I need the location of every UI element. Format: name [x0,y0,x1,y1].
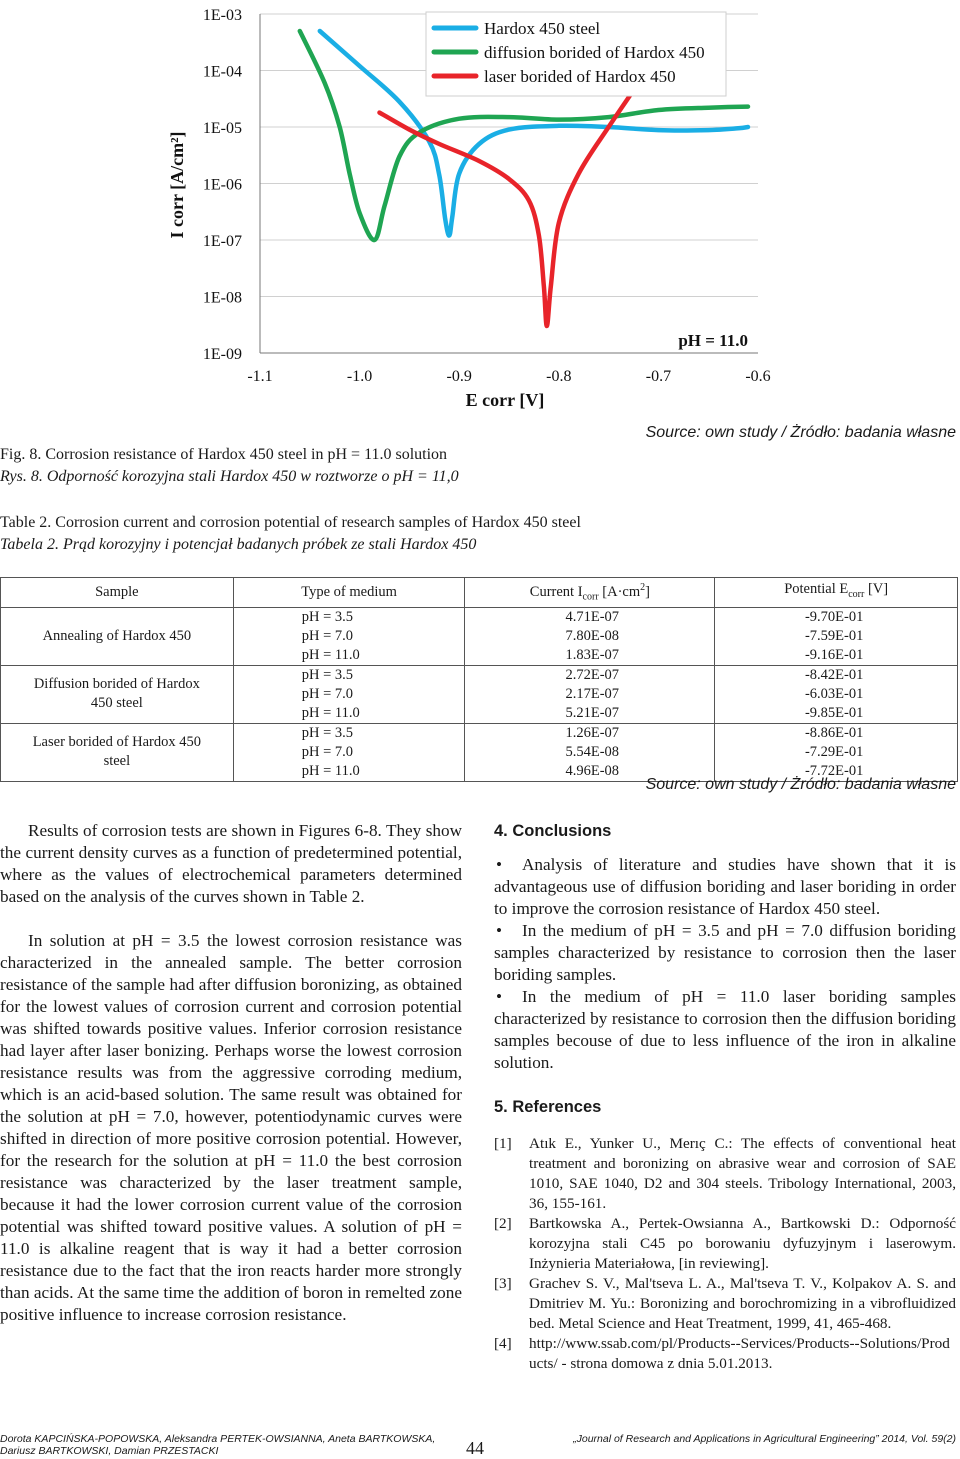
reference-item: [3] Grachev S. V., Mal'tseva L. A., Mal'tseva T. V., Kolpakov A. S. and Dmitriev M. Yu.: Boronizing and borochromizing in a vibrofluidized bed. Metal Science and Heat Treatment, 1999, 41, 465-468. [494,1275,956,1332]
reference-item: [4] http://www.ssab.com/pl/Products--Services/Products--Solutions/Products/ - strona domowa z dnia 5.01.2013. [494,1335,950,1372]
medium-cell: pH = 11.0 [233,762,465,782]
sample-cell: Diffusion borided of Hardox 450 steel [1,665,234,723]
x-tick-label: -0.9 [446,368,472,385]
current-cell: 5.21E-07 [465,704,715,724]
figure-caption-pl: Rys. 8. Odporność korozyjna stali Hardox 450 w roztworze o pH = 11,0 [0,468,459,485]
current-cell: 2.72E-07 [465,665,715,685]
y-tick-label: 1E-06 [202,176,242,194]
medium-cell: pH = 7.0 [233,685,465,704]
footer-journal: „Journal of Research and Applications in Agricultural Engineering” 2014, Vol. 59(2) [573,1433,956,1445]
x-tick-label: -0.6 [745,368,771,385]
potential-cell: -6.03E-01 [715,685,958,704]
potential-cell: -7.72E-01 [715,762,958,782]
y-tick-label: 1E-09 [202,346,242,363]
current-cell: 1.83E-07 [465,646,715,666]
header-medium: Type of medium [233,578,465,608]
table-header-row [1,578,958,608]
medium-cell: pH = 11.0 [233,704,465,724]
x-tick-label: -0.8 [546,368,572,385]
y-tick-label: 1E-07 [202,233,242,250]
table-row [1,723,958,743]
reference-item: [1] Atık E., Yunker U., Merıç C.: The effects of conventional heat treatment and boronizing on abrasive wear and corrosion of SAE 1010, SAE 1040, D2 and 304 steels. Tribology International, 2003, 36, 155-161. [494,1135,956,1212]
figure-source: Source: own study / Żródło: badania własne [645,424,956,441]
results-paragraph-2: In solution at pH = 3.5 the lowest corrosion resistance was characterized in the annealed sample. The better corrosion resistance of the sample had after diffusion boronizing, as obtained for the lowest values of corrosion current and corrosion potential was shifted towards positive values. Inferior corrosion resistance had layer after laser bonizing. Perhaps worse the lowest corrosion resistance results was from the aggressive corroding medium, which is an acid-based solution. The same result was obtained for the solution at pH = 7.0, however, potentiodynamic curves were shifted in direction of more positive corrosion potential. However, for the research for the solution at pH = 11.0 the best corrosion resistance was characterized by the laser treatment sample, because it had the lower corrosion current value of the corrosion potential was shifted toward positive values. A solution of pH = 11.0 is alkaline reagent that is way it had a better corrosion resistance due to the fact that the iron reacts harder more strongly than acids. At the same time the addition of boron in remelted zone positive influence to increase corrosion resistance. [0,931,462,1324]
ph-annotation: pH = 11.0 [678,331,748,350]
table-row [1,607,958,627]
y-axis-label: I corr [A/cm²] [167,131,187,239]
y-tick-label: 1E-08 [202,289,242,307]
y-tick-label: 1E-04 [202,63,242,81]
chart-legend [426,12,726,96]
x-tick-label: -0.7 [645,368,672,385]
table-caption-pl: Tabela 2. Prąd korozyjny i potencjał badanych próbek ze stali Hardox 450 [0,536,477,553]
references-heading: 5. References [494,1098,602,1116]
potential-cell: -9.85E-01 [715,704,958,724]
reference-item: [2] Bartkowska A., Pertek-Owsianna A., Bartkowski D.: Odporność korozyjna stali C45 po borowaniu dyfuzyjnym i laserowym. Inżynieria Materiałowa, [in reviewing]. [494,1215,956,1272]
legend-entry: laser borided of Hardox 450 [484,67,676,86]
sample-cell: Annealing of Hardox 450 [1,607,234,665]
sample-cell: Laser borided of Hardox 450 steel [1,723,234,781]
potential-cell: -8.86E-01 [715,723,958,743]
medium-cell: pH = 3.5 [233,607,465,627]
potential-cell: -9.16E-01 [715,646,958,666]
medium-cell: pH = 11.0 [233,646,465,666]
x-tick-label: -1.0 [346,368,373,385]
potential-cell: -7.59E-01 [715,627,958,646]
x-tick-label: -1.1 [247,368,273,385]
header-sample: Sample [1,578,234,608]
medium-cell: pH = 7.0 [233,627,465,646]
footer-authors: Dorota KAPCIŃSKA-POPOWSKA, Aleksandra PERTEK-OWSIANNA, Aneta BARTKOWSKA, Dariusz BARTKOWSKI, Damian PRZESTACKI [0,1433,436,1457]
current-cell: 4.96E-08 [465,762,715,782]
results-table [0,577,958,782]
potential-cell: -7.29E-01 [715,743,958,762]
current-cell: 1.26E-07 [465,723,715,743]
table-row [1,665,958,685]
x-axis-label: E corr [V] [465,390,545,410]
current-cell: 7.80E-08 [465,627,715,646]
potential-cell: -8.42E-01 [715,665,958,685]
x-tick-labels [247,368,770,385]
current-cell: 5.54E-08 [465,743,715,762]
conclusion-item: • In the medium of pH = 11.0 laser boriding samples characterized by resistance to corrosion then the diffusion boriding samples becouse of due to less influence of the iron in alkaline solution. [494,987,956,1072]
y-tick-label: 1E-05 [202,120,242,137]
conclusion-item: • In the medium of pH = 3.5 and pH = 7.0 diffusion boriding samples characterized by resistance to corrosion then the laser boriding samples. [494,921,956,984]
left-column [0,820,462,1326]
potential-cell: -9.70E-01 [715,607,958,627]
table-caption-en: Table 2. Corrosion current and corrosion potential of research samples of Hardox 450 steel [0,514,581,531]
current-cell: 2.17E-07 [465,685,715,704]
header-potential: Potential $E_{corr}$ [V] [715,578,958,608]
medium-cell: pH = 3.5 [233,665,465,685]
right-column [494,820,956,1374]
y-tick-labels [203,7,242,363]
results-paragraph-1: Results of corrosion tests are shown in Figures 6-8. They show the current density curves as a function of predetermined potential, where as the values of electrochemical parameters determined based on the analysis of the curves shown in Table 2. [0,821,462,906]
current-cell: 4.71E-07 [465,607,715,627]
figure-caption-en: Fig. 8. Corrosion resistance of Hardox 450 steel in pH = 11.0 solution [0,446,448,463]
page-number: 44 [466,1438,484,1458]
conclusion-item: • Analysis of literature and studies have shown that it is advantageous use of diffusion boriding and laser boriding in order to improve the corrosion resistance of Hardox 450 steel. [494,855,956,918]
conclusions-heading: 4. Conclusions [494,822,612,840]
header-current: Current $I_{corr}$ $[A\cdot cm^2]$ [465,578,715,608]
medium-cell: pH = 7.0 [233,743,465,762]
legend-entry: Hardox 450 steel [484,19,601,38]
y-tick-label: 1E-03 [202,7,242,24]
table-source: Source: own study / Żródło: badania własne [645,776,956,793]
corrosion-chart [150,0,790,415]
legend-entry: diffusion borided of Hardox 450 [484,43,705,62]
medium-cell: pH = 3.5 [233,723,465,743]
